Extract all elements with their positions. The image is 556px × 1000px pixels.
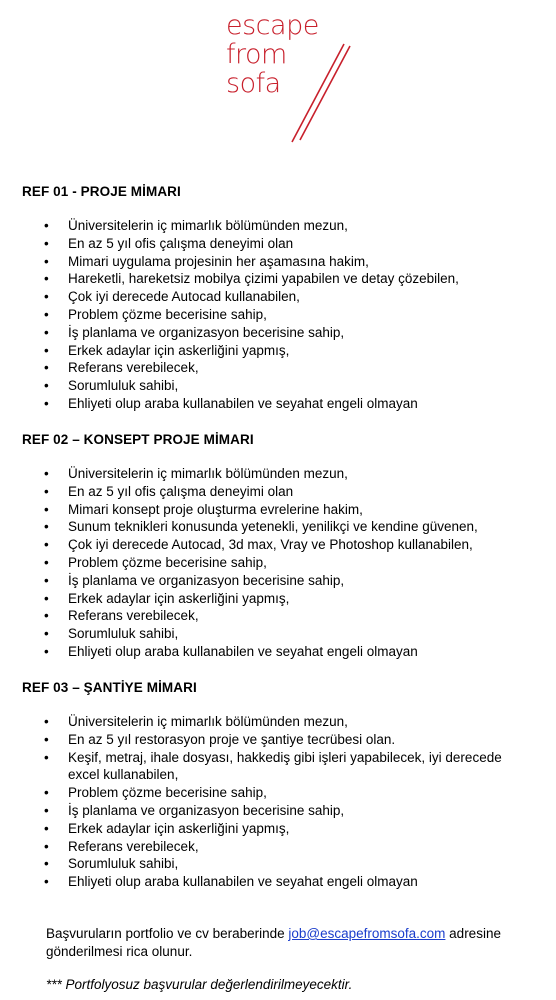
list-item: • Sorumluluk sahibi,	[0, 625, 556, 643]
list-item: • Ehliyeti olup araba kullanabilen ve seyahat engeli olmayan	[0, 395, 556, 413]
requirements-list-ref-02	[0, 465, 556, 661]
logo-line-sofa: sofa	[226, 68, 281, 99]
section-title-ref-02: REF 02 – KONSEPT PROJE MİMARI	[22, 432, 254, 447]
email-link[interactable]: job@escapefromsofa.com	[288, 926, 446, 941]
requirements-list-ref-03	[0, 713, 556, 891]
section-title-ref-03: REF 03 – ŞANTİYE MİMARI	[22, 680, 197, 695]
list-item: • Çok iyi derecede Autocad kullanabilen,	[0, 288, 556, 306]
list-item: • Hareketli, hareketsiz mobilya çizimi yapabilen ve detay çözebilen,	[0, 270, 556, 288]
list-item: • Referans verebilecek,	[0, 838, 556, 856]
application-instructions	[46, 925, 536, 961]
list-item: • En az 5 yıl ofis çalışma deneyimi olan	[0, 235, 556, 253]
list-item: • Ehliyeti olup araba kullanabilen ve seyahat engeli olmayan	[0, 643, 556, 661]
list-item: • Çok iyi derecede Autocad, 3d max, Vray ve Photoshop kullanabilen,	[0, 536, 556, 554]
list-item: • Keşif, metraj, ihale dosyası, hakkediş gibi işleri yapabilecek, iyi derecede excel kullanabilen,	[0, 749, 556, 785]
list-item: • Erkek adaylar için askerliğini yapmış,	[0, 590, 556, 608]
list-item: • İş planlama ve organizasyon becerisine sahip,	[0, 324, 556, 342]
portfolio-note: *** Portfolyosuz başvurular değerlendirilmeyecektir.	[46, 977, 353, 992]
footer-text-after: adresine gönderilmesi rica olunur.	[46, 926, 501, 959]
list-item: • Üniversitelerin iç mimarlık bölümünden mezun,	[0, 713, 556, 731]
list-item: • Mimari uygulama projesinin her aşamasına hakim,	[0, 253, 556, 271]
list-item: • Üniversitelerin iç mimarlık bölümünden mezun,	[0, 217, 556, 235]
section-title-ref-01: REF 01 - PROJE MİMARI	[22, 184, 181, 199]
list-item: • Mimari konsept proje oluşturma evrelerine hakim,	[0, 501, 556, 519]
list-item: • En az 5 yıl restorasyon proje ve şantiye tecrübesi olan.	[0, 731, 556, 749]
list-item: • Sunum teknikleri konusunda yetenekli, yenilikçi ve kendine güvenen,	[0, 518, 556, 536]
list-item: • Problem çözme becerisine sahip,	[0, 554, 556, 572]
list-item: • Erkek adaylar için askerliğini yapmış,	[0, 820, 556, 838]
list-item: • Referans verebilecek,	[0, 359, 556, 377]
list-item: • İş planlama ve organizasyon becerisine sahip,	[0, 802, 556, 820]
footer-text-before: Başvuruların portfolio ve cv beraberinde	[46, 926, 289, 941]
list-item: • İş planlama ve organizasyon becerisine sahip,	[0, 572, 556, 590]
list-item: • Üniversitelerin iç mimarlık bölümünden mezun,	[0, 465, 556, 483]
list-item: • Problem çözme becerisine sahip,	[0, 306, 556, 324]
logo-line-escape: escape	[226, 10, 319, 41]
logo-slash-marks	[226, 12, 356, 144]
list-item: • En az 5 yıl ofis çalışma deneyimi olan	[0, 483, 556, 501]
list-item: • Referans verebilecek,	[0, 607, 556, 625]
logo-line-from: from	[226, 39, 287, 70]
list-item: • Ehliyeti olup araba kullanabilen ve seyahat engeli olmayan	[0, 873, 556, 891]
escape-from-sofa-logo	[226, 12, 356, 144]
requirements-list-ref-01	[0, 217, 556, 413]
list-item: • Sorumluluk sahibi,	[0, 377, 556, 395]
list-item: • Problem çözme becerisine sahip,	[0, 784, 556, 802]
list-item: • Sorumluluk sahibi,	[0, 855, 556, 873]
list-item: • Erkek adaylar için askerliğini yapmış,	[0, 342, 556, 360]
